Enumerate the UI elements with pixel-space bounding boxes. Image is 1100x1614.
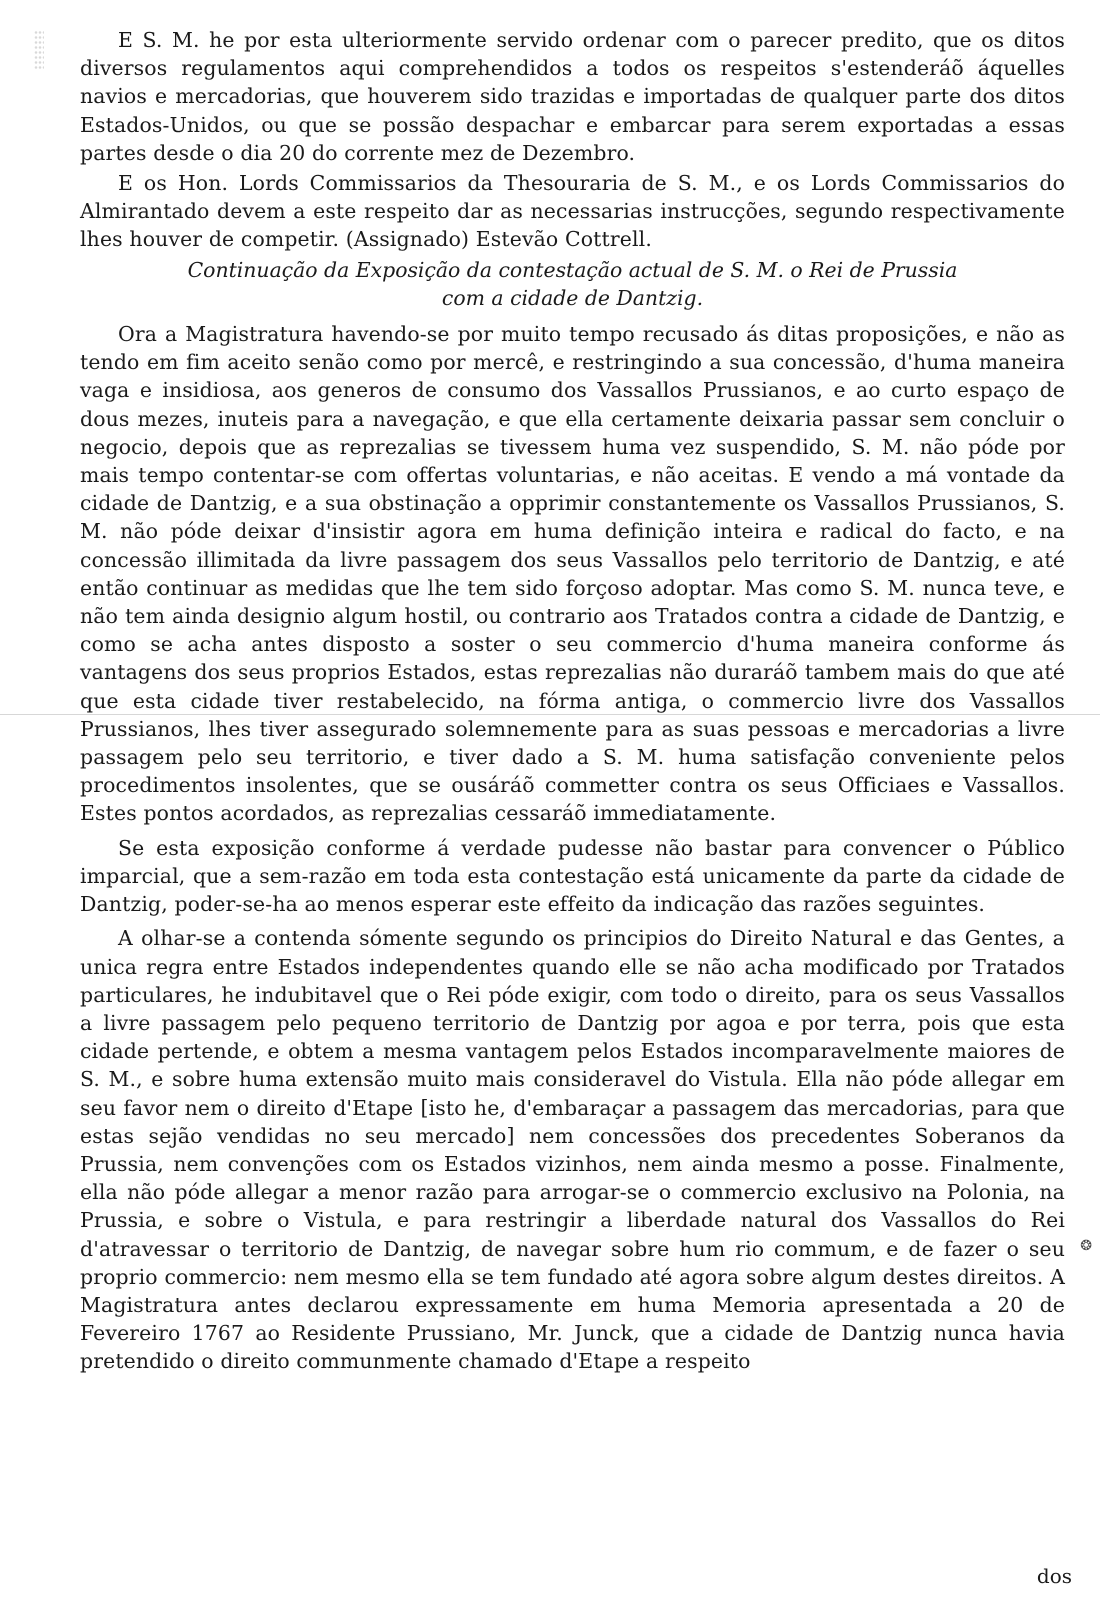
paragraph-royal-order: E S. M. he por esta ulteriormente servido ordenar com o parecer predito, que os ditos diversos regulamentos aqui comprehendidos a todos os respeitos s'estenderáõ áquelles navios e mercadorias, que houverem sido trazidas e importadas de qualquer parte dos ditos Estados-Unidos, ou que se possão despachar e embarcar para serem exportadas a essas partes desde o dia 20 do corrente mez de Dezembro. — [80, 28, 1065, 165]
section-heading-line2: com a cidade de Dantzig. — [441, 285, 704, 310]
margin-ornament-icon: ❂ — [1080, 1238, 1092, 1254]
paragraph-natural-law: A olhar-se a contenda sómente segundo os principios do Direito Natural e das Gentes, a unica regra entre Estados independentes quando elle se não acha modificado por Tratados particulares, he indubitavel que o Rei póde exigir, com todo o direito, para os seus Vassallos a livre passagem pelo pequeno territorio de Dantzig por agoa e por terra, pois que esta cidade pertende, e obtem a mesma vantagem pelos Estados incomparavelmente maiores de S. M., e sobre huma extensão muito mais consideravel do Vistula. Ella não póde allegar em seu favor nem o direito d'Etape [isto he, d'embaraçar a passagem das mercadorias, para que estas sejão vendidas no seu mercado] nem concessões dos precedentes Soberanos da Prussia, nem convenções com os Estados vizinhos, nem ainda mesmo a posse. Finalmente, ella não póde allegar a menor razão para arrogar-se o commercio exclusivo na Polonia, na Prussia, e sobre o Vistula, e para restringir a liberdade natural dos Vassallos do Rei d'atravessar o territorio de Dantzig, de navegar sobre hum rio commum, e de fazer o seu proprio commercio: nem mesmo ella se tem fundado até agora sobre algum destes direitos. A Magistratura antes declarou expressamente em huma Memoria apresentada a 20 de Fevereiro 1767 ao Residente Prussiano, Mr. Junck, que a cidade de Dantzig nunca havia pretendido o direito communmente chamado d'Etape a respeito — [80, 926, 1065, 1374]
section-heading-line1: Continuação da Exposição da contestação actual de S. M. o Rei de Prussia — [187, 257, 958, 282]
paragraph-lords-commissioners: E os Hon. Lords Commissarios da Thesouraria de S. M., e os Lords Commissarios do Almirantado devem a este respeito dar as necessarias instrucções, segundo respectivamente lhes houver de competir. (Assignado) Estevão Cottrell. — [80, 171, 1065, 252]
paragraph-magistracy: Ora a Magistratura havendo-se por muito tempo recusado ás ditas proposições, e não as tendo em fim aceito senão como por mercê, e restringindo a sua concessão, d'huma maneira vaga e insidiosa, aos generos de consumo dos Vassallos Prussianos, e ao curto espaço de dous mezes, inuteis para a navegação, e que ella certamente deixaria passar sem concluir o negocio, depois que as reprezalias se tivessem huma vez suspendido, S. M. não póde por mais tempo contentar-se com offertas voluntarias, e não aceitas. E vendo a má vontade da cidade de Dantzig, e a sua obstinação a opprimir constantemente os Vassallos Prussianos, S. M. não póde deixar d'insistir agora em huma definição inteira e radical do facto, e na concessão illimitada da livre passagem dos seus Vassallos pelo territorio de Dantzig, e até então continuar as medidas que lhe tem sido forçoso adoptar. Mas como S. M. nunca teve, e não tem ainda designio algum hostil, ou contrario aos Tratados contra a cidade de Dantzig, e como se acha antes disposto a soster o seu commercio d'huma maneira conforme ás vantagens dos seus proprios Estados, estas reprezalias não duraráõ tambem mais do que até que esta cidade tiver restabelecido, na fórma antiga, o commercio livre dos Vassallos Prussianos, lhes tiver assegurado solemnemente para as suas pessoas e mercadorias a livre passagem pelo seu territorio, e tiver dado a S. M. huma satisfação conveniente pelos procedimentos insolentes, que se ousáráõ commetter contra os seus Officiaes e Vassallos. Estes pontos acordados, as reprezalias cessaráõ immediatamente. — [80, 322, 1065, 826]
catchword: dos — [1036, 1564, 1072, 1588]
paper-speckle — [34, 30, 44, 70]
document-page — [80, 26, 1065, 1596]
paragraph-exposition: Se esta exposição conforme á verdade pudesse não bastar para convencer o Público imparcial, que a sem-razão em toda esta contestação está unicamente da parte da cidade de Dantzig, poder-se-ha ao menos esperar este effeito da indicação das razões seguintes. — [80, 835, 1065, 917]
